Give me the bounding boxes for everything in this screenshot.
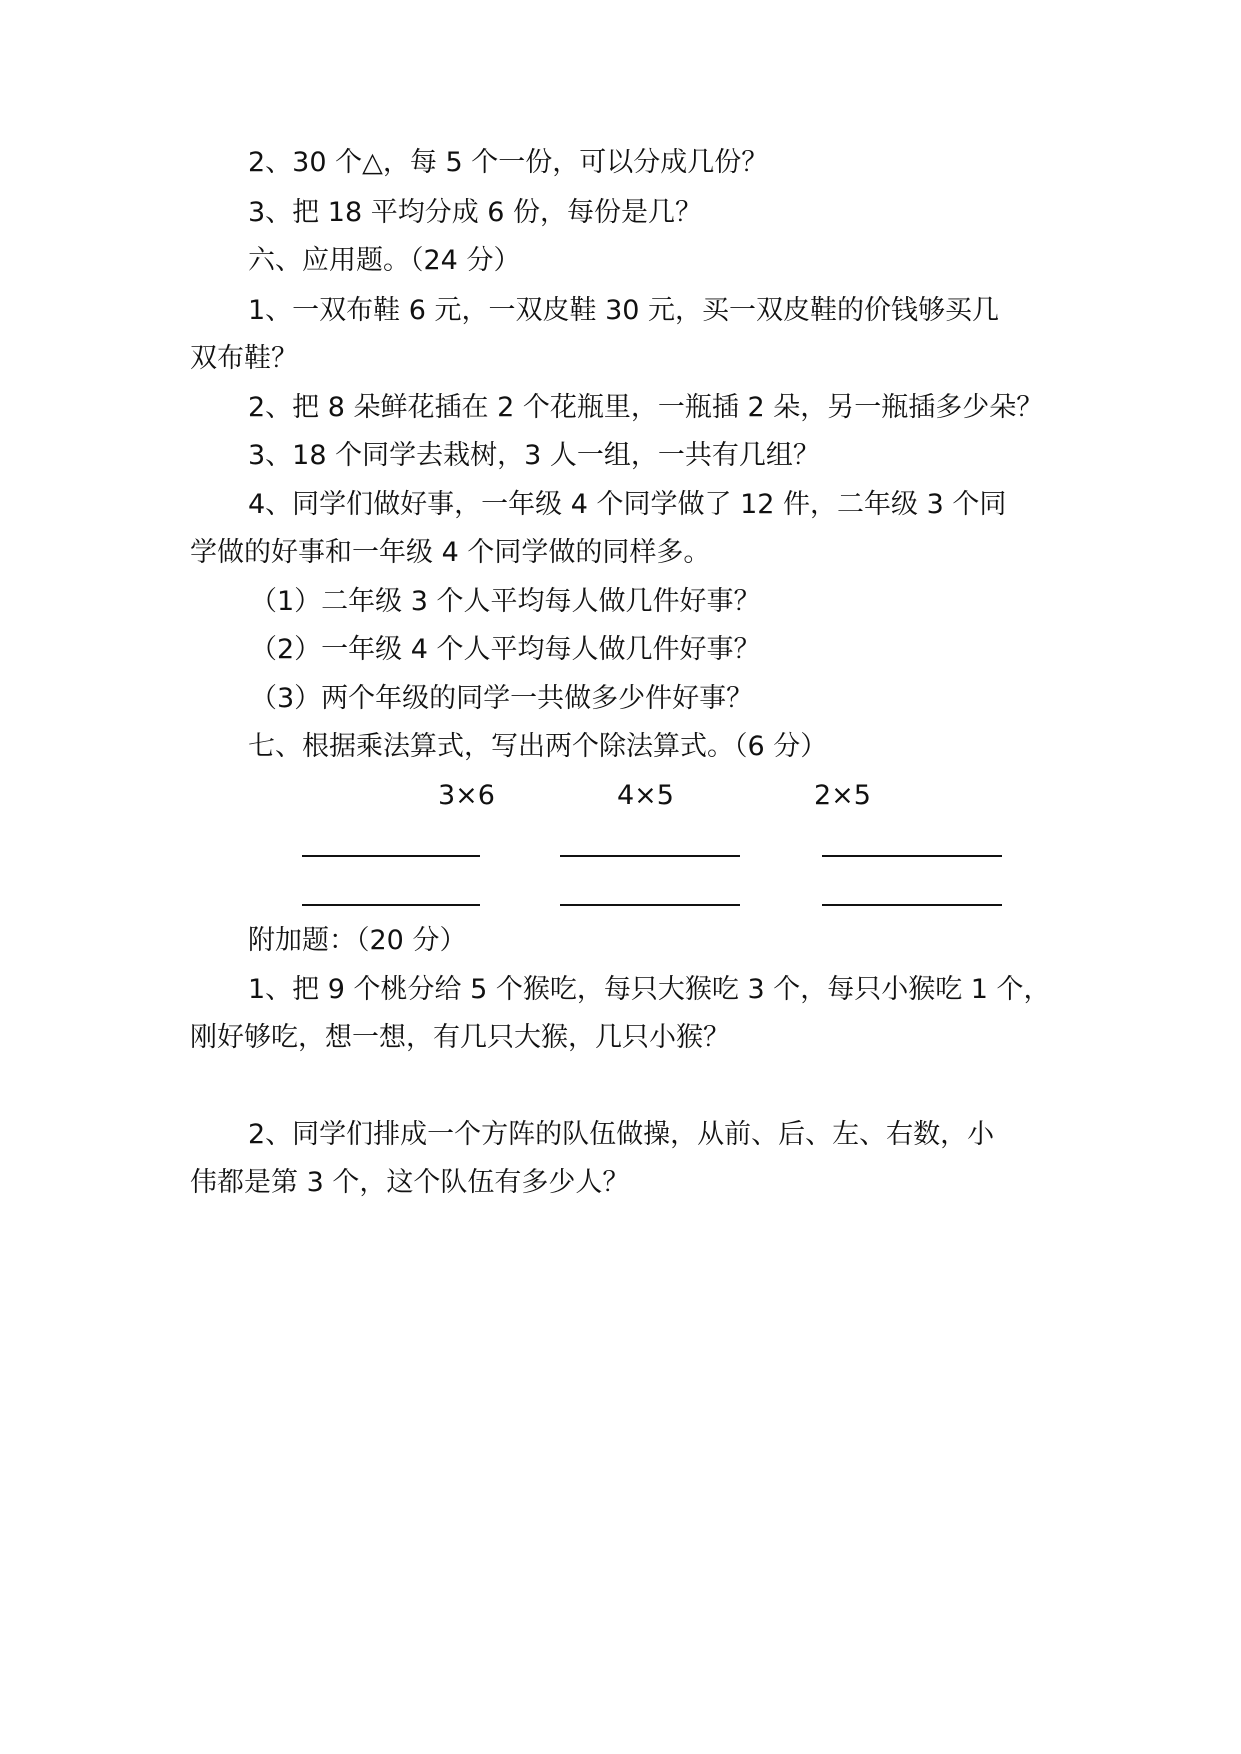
expression-1: 3×6 xyxy=(438,780,495,811)
question-6-4-sub-1: （1）二年级 3 个人平均每人做几件好事？ xyxy=(250,586,761,617)
answer-blank-2-2[interactable] xyxy=(560,904,740,906)
question-6-4-sub-2: （2）一年级 4 个人平均每人做几件好事？ xyxy=(250,634,761,665)
expression-2: 4×5 xyxy=(617,780,674,811)
bonus-heading: 附加题：（20 分） xyxy=(248,925,467,956)
question-5-3: 3、把 18 平均分成 6 份，每份是几？ xyxy=(248,197,703,228)
bonus-question-1-line-1: 1、把 9 个桃分给 5 个猴吃，每只大猴吃 3 个，每只小猴吃 1 个， xyxy=(248,974,1051,1005)
bonus-question-2-line-1: 2、同学们排成一个方阵的队伍做操，从前、后、左、右数，小 xyxy=(248,1119,995,1150)
answer-blank-3-1[interactable] xyxy=(822,855,1002,857)
question-6-4-sub-3: （3）两个年级的同学一共做多少件好事？ xyxy=(250,683,754,714)
expression-3: 2×5 xyxy=(814,780,871,811)
section-7-heading: 七、根据乘法算式，写出两个除法算式。（6 分） xyxy=(248,731,828,762)
answer-blank-3-2[interactable] xyxy=(822,904,1002,906)
answer-blank-1-1[interactable] xyxy=(302,855,480,857)
question-6-4-line-1: 4、同学们做好事，一年级 4 个同学做了 12 件，二年级 3 个同 xyxy=(248,489,1007,520)
question-5-2: 2、30 个△，每 5 个一份，可以分成几份？ xyxy=(248,147,769,178)
question-6-1-line-1: 1、一双布鞋 6 元，一双皮鞋 30 元，买一双皮鞋的价钱够买几 xyxy=(248,295,1000,326)
bonus-question-1-line-2: 刚好够吃，想一想，有几只大猴，几只小猴？ xyxy=(190,1022,730,1053)
question-6-2: 2、把 8 朵鲜花插在 2 个花瓶里，一瓶插 2 朵，另一瓶插多少朵？ xyxy=(248,392,1044,423)
answer-blank-2-1[interactable] xyxy=(560,855,740,857)
question-6-1-line-2: 双布鞋？ xyxy=(190,343,298,374)
section-6-heading: 六、应用题。（24 分） xyxy=(248,245,521,276)
bonus-question-2-line-2: 伟都是第 3 个，这个队伍有多少人？ xyxy=(190,1167,630,1198)
answer-blank-1-2[interactable] xyxy=(302,904,480,906)
question-6-4-line-2: 学做的好事和一年级 4 个同学做的同样多。 xyxy=(190,537,711,568)
question-6-3: 3、18 个同学去栽树，3 人一组，一共有几组？ xyxy=(248,440,820,471)
